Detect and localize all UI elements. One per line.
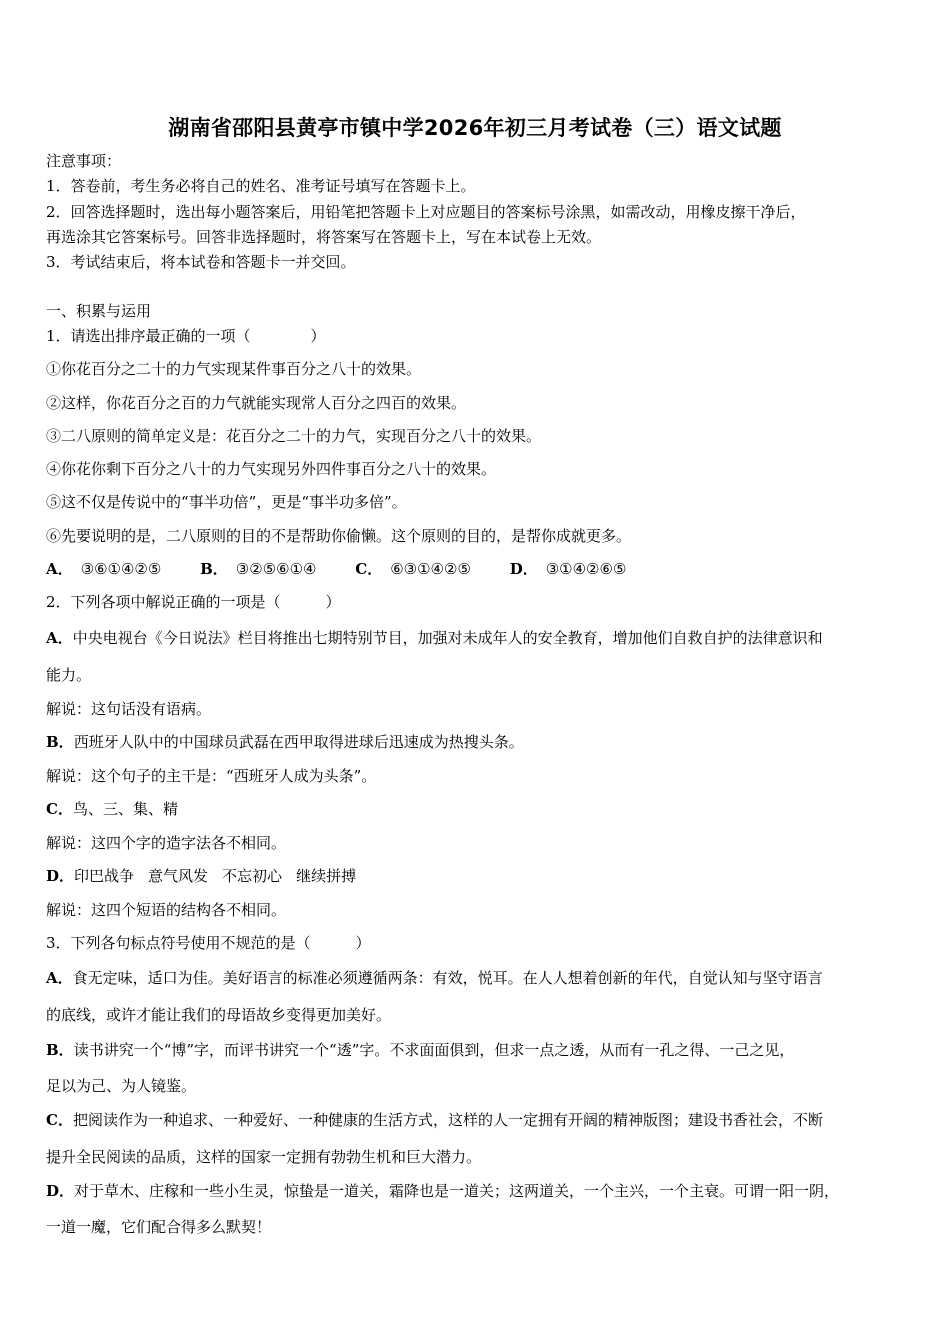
notice-item-3: 3．考试结束后，将本试卷和答题卡一并交回。 xyxy=(46,253,356,271)
q1-sentence-6: ⑥先要说明的是，二八原则的目的不是帮助你偷懒。这个原则的目的，是帮你成就更多。 xyxy=(46,527,632,545)
q3-option-d: D．对于草木、庄稼和一些小生灵，惊蛰是一道关，霜降也是一道关；这两道关，一个主兴，一个主衰。可谓一阳一阴， xyxy=(46,1182,840,1200)
q3-option-d-cont: 一道一魔，它们配合得多么默契！ xyxy=(46,1218,272,1236)
q2-note-c: 解说：这四个字的造字法各不相同。 xyxy=(46,834,287,852)
q3-option-c: C．把阅读作为一种追求、一种爱好、一种健康的生活方式，这样的人一定拥有开阔的精神版图；建设书香社会，不断 xyxy=(46,1111,823,1129)
page-title: 湖南省邵阳县黄亭市镇中学2026年初三月考试卷（三）语文试题 xyxy=(168,116,782,140)
notice-item-2: 2．回答选择题时，选出每小题答案后，用铅笔把答题卡上对应题目的答案标号涂黑，如需改动，用橡皮擦干净后， xyxy=(46,203,806,221)
q1-option-b: B． ③②⑤⑥①④ xyxy=(200,560,317,578)
notice-heading: 注意事项： xyxy=(46,152,122,170)
q1-sentence-2: ②这样，你花百分之百的力气就能实现常人百分之四百的效果。 xyxy=(46,394,467,412)
q3-option-a: A．食无定味，适口为佳。美好语言的标准必须遵循两条：有效，悦耳。在人人想着创新的年代，自觉认知与坚守语言 xyxy=(46,969,823,987)
q2-option-b: B．西班牙人队中的中国球员武磊在西甲取得进球后迅速成为热搜头条。 xyxy=(46,733,524,751)
q1-sentence-1: ①你花百分之二十的力气实现某件事百分之八十的效果。 xyxy=(46,360,422,378)
q1-option-d: D． ③①④②⑥⑤ xyxy=(509,560,627,578)
q1-stem: 1．请选出排序最正确的一项（ ） xyxy=(46,327,326,345)
notice-item-1: 1．答卷前，考生务必将自己的姓名、准考证号填写在答题卡上。 xyxy=(46,177,476,195)
q2-option-a-cont: 能力。 xyxy=(46,666,92,684)
notice-item-2-cont: 再选涂其它答案标号。回答非选择题时，将答案写在答题卡上，写在本试卷上无效。 xyxy=(46,228,602,246)
q2-option-c: C．鸟、三、集、精 xyxy=(46,800,178,818)
q1-option-c: C． ⑥③①④②⑤ xyxy=(355,560,471,578)
section-heading: 一、积累与运用 xyxy=(46,302,152,320)
q3-option-b-cont: 足以为己、为人镜鉴。 xyxy=(46,1077,197,1095)
q2-note-b: 解说：这个句子的主干是：“西班牙人成为头条”。 xyxy=(46,767,377,785)
q2-stem: 2．下列各项中解说正确的一项是（ ） xyxy=(46,593,341,611)
q2-note-d: 解说：这四个短语的结构各不相同。 xyxy=(46,901,287,919)
q2-option-d: D．印巴战争 意气风发 不忘初心 继续拼搏 xyxy=(46,867,357,885)
q3-option-b: B．读书讲究一个“博”字，而评书讲究一个“透”字。不求面面俱到，但求一点之透，从而有一孔之得、一己之见， xyxy=(46,1041,795,1059)
q2-note-a: 解说：这句话没有语病。 xyxy=(46,700,212,718)
q3-stem: 3．下列各句标点符号使用不规范的是（ ） xyxy=(46,934,371,952)
q1-sentence-4: ④你花你剩下百分之八十的力气实现另外四件事百分之八十的效果。 xyxy=(46,460,497,478)
q1-sentence-5: ⑤这不仅是传说中的“事半功倍”，更是“事半功多倍”。 xyxy=(46,493,407,511)
q3-option-a-cont: 的底线，或许才能让我们的母语故乡变得更加美好。 xyxy=(46,1006,392,1024)
q1-options xyxy=(46,559,908,579)
q2-option-a: A．中央电视台《今日说法》栏目将推出七期特别节目，加强对未成年人的安全教育，增加他们自救自护的法律意识和 xyxy=(46,629,823,647)
q1-option-a: A． ③⑥①④②⑤ xyxy=(46,560,162,578)
q1-sentence-3: ③二八原则的简单定义是：花百分之二十的力气，实现百分之八十的效果。 xyxy=(46,427,542,445)
q3-option-c-cont: 提升全民阅读的品质，这样的国家一定拥有勃勃生机和巨大潜力。 xyxy=(46,1148,482,1166)
